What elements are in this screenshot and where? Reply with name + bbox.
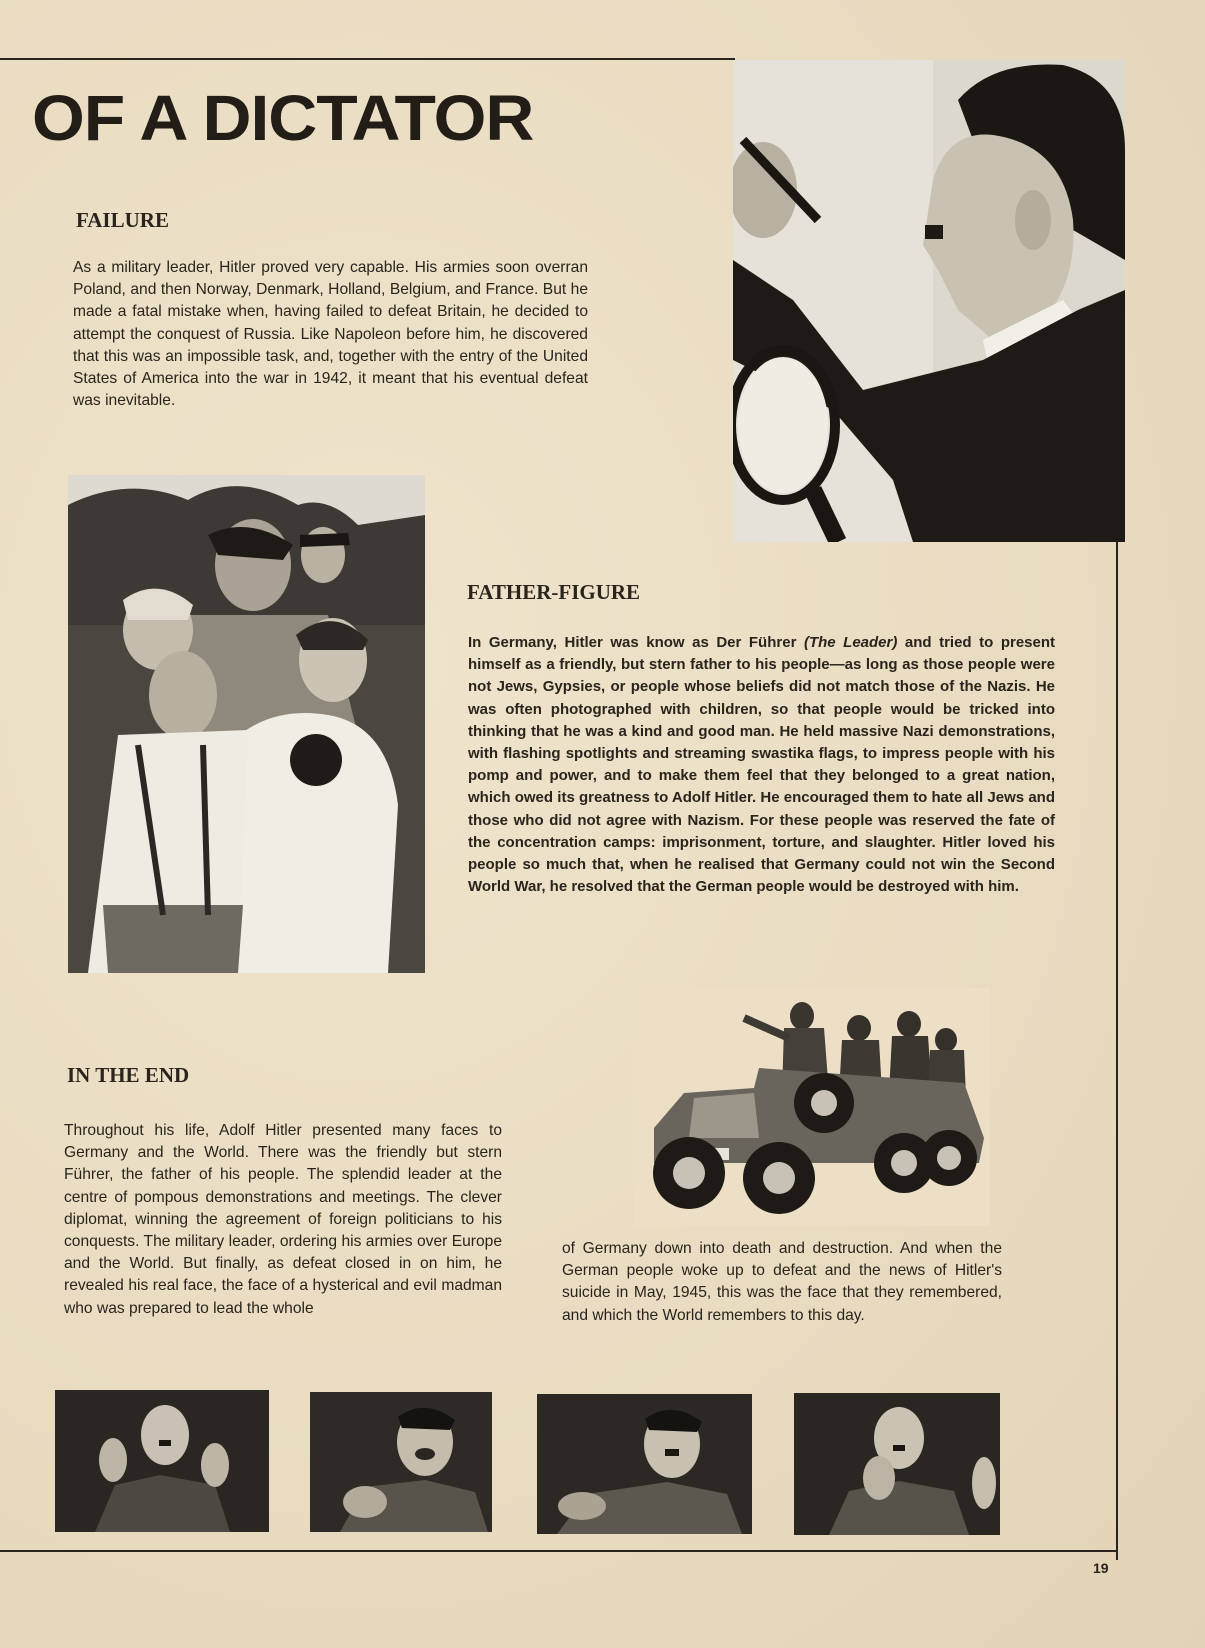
photo-face-1 — [55, 1390, 269, 1532]
page-number: 19 — [1093, 1560, 1109, 1576]
heading-in-the-end: IN THE END — [67, 1063, 190, 1087]
father-figure-text-start: In Germany, Hitler was know as Der Führer — [468, 634, 804, 651]
photo-with-children — [68, 475, 425, 973]
heading-failure: FAILURE — [76, 208, 169, 232]
photo-face-4 — [794, 1393, 1000, 1535]
photo-staff-car — [634, 988, 990, 1226]
father-figure-leader-title: (The Leader) — [803, 634, 898, 651]
paragraph-in-the-end-part2: of Germany down into death and destruction. And when the German people woke up to defeat and the news of Hitler's suicide in May, 1945, this was the face that they remembered, and which the World remembers to this day. — [562, 1240, 1002, 1324]
paragraph-failure: As a military leader, Hitler proved very capable. His armies soon overran Poland, and then Norway, Denmark, Holland, Belgium, and France. But he made a fatal mistake when, having failed to defeat Britain, he decided to attempt the conquest of Russia. Like Napoleon before him, he discovered that this was an impossible task, and, together with the entry of the United States of America into the war in 1942, it meant that his eventual defeat was inevitable. — [73, 259, 588, 410]
top-rule — [0, 58, 735, 60]
paragraph-father-figure — [468, 632, 1055, 898]
right-rule — [1116, 540, 1118, 1560]
paragraph-in-the-end-part1: Throughout his life, Adolf Hitler presented many faces to Germany and the World. There was the friendly but stern Führer, the father of his people. The splendid leader at the centre of pompous demonstrations and meetings. The clever diplomat, winning the agreement of foreign politicians to his conquests. The military leader, ordering his armies over Europe and the World. But finally, as defeat closed in on him, he revealed his real face, the face of a hysterical and evil madman who was prepared to lead the whole — [64, 1122, 502, 1317]
heading-father-figure: FATHER-FIGURE — [467, 580, 641, 604]
photo-profile-magnifier — [733, 60, 1125, 542]
father-figure-text-rest: and tried to present himself as a friendly, but stern father to his people—as long as those people were not Jews, Gypsies, or people whose beliefs did not match those of the Nazis. He was often photographed with children, so that people would be tricked into thinking that he was a kind and good man. He held massive Nazi demonstrations, with flashing spotlights and streaming swastika flags, to impress people with his pomp and power, and to make them feel that they belonged to a great nation, which owed its greatness to Adolf Hitler. He encouraged them to hate all Jews and those who did not agree with Nazism. For these people was reserved the fate of the concentration camps: imprisonment, torture, and slaughter. Hitler loved his people so much that, when he realised that Germany could not win the Second World War, he resolved that the German people would be destroyed with him. — [468, 634, 1056, 896]
photo-face-3 — [537, 1394, 752, 1534]
page-title: OF A DICTATOR — [32, 82, 534, 154]
bottom-rule — [0, 1550, 1118, 1552]
photo-face-2 — [310, 1392, 492, 1532]
